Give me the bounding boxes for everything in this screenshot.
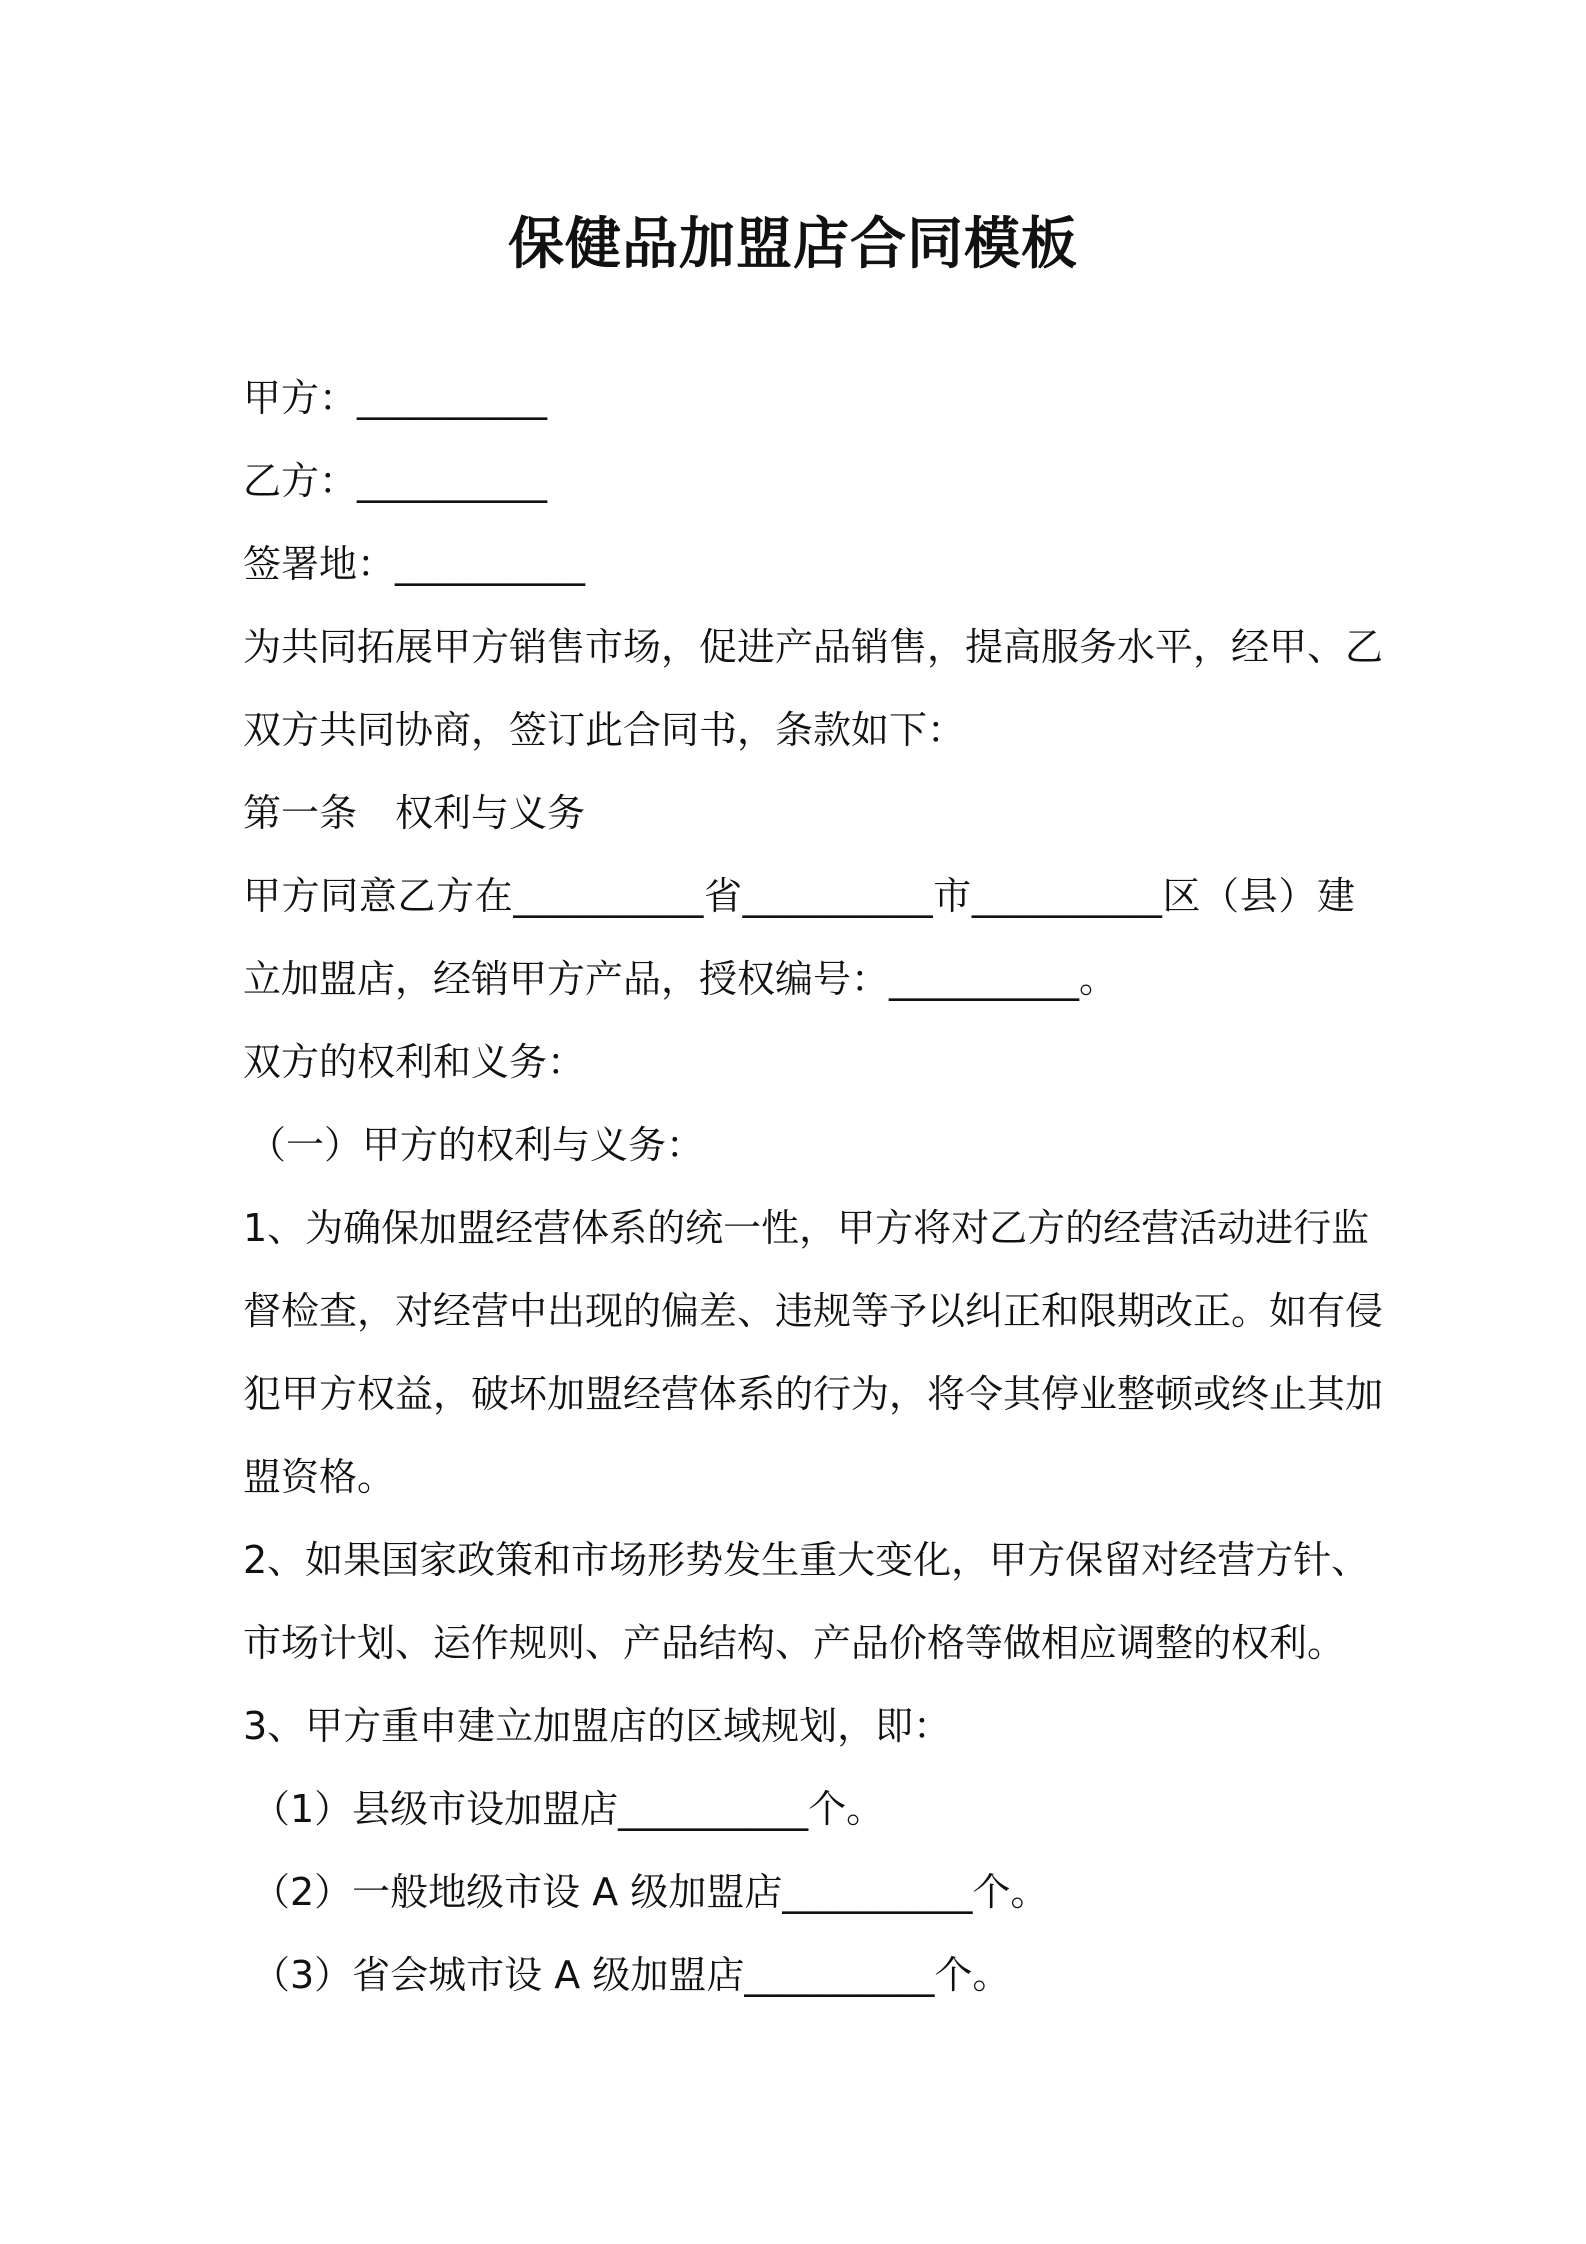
subsection-heading: （一）甲方的权利与义务： bbox=[248, 1123, 705, 1167]
paragraph-line: 立加盟店，经销甲方产品，授权编号：__________。 bbox=[243, 957, 1118, 1001]
list-item: （3）省会城市设 A 级加盟店__________个。 bbox=[252, 1953, 1011, 1997]
paragraph-line: 为共同拓展甲方销售市场，促进产品销售，提高服务水平，经甲、乙 bbox=[243, 625, 1384, 669]
paragraph-line: 2、如果国家政策和市场形势发生重大变化，甲方保留对经营方针、 bbox=[243, 1538, 1370, 1582]
paragraph-line: 市场计划、运作规则、产品结构、产品价格等做相应调整的权利。 bbox=[243, 1621, 1346, 1665]
list-item: （1）县级市设加盟店__________个。 bbox=[252, 1787, 885, 1831]
party-b-line: 乙方：__________ bbox=[243, 459, 548, 503]
paragraph-line: 盟资格。 bbox=[243, 1455, 396, 1499]
paragraph-line: 3、甲方重申建立加盟店的区域规划，即： bbox=[243, 1704, 952, 1748]
paragraph-line: 甲方同意乙方在__________省__________市__________区（县）建 bbox=[243, 874, 1355, 918]
paragraph-line: 1、为确保加盟经营体系的统一性，甲方将对乙方的经营活动进行监 bbox=[243, 1206, 1370, 1250]
paragraph-line: 督检查，对经营中出现的偏差、违规等予以纠正和限期改正。如有侵 bbox=[243, 1289, 1384, 1333]
paragraph-line: 双方共同协商，签订此合同书，条款如下： bbox=[243, 708, 966, 752]
list-item: （2）一般地级市设 A 级加盟店__________个。 bbox=[252, 1870, 1049, 1914]
party-a-line: 甲方：__________ bbox=[243, 376, 548, 420]
signing-place-line: 签署地：__________ bbox=[243, 542, 586, 586]
page-title: 保健品加盟店合同模板 bbox=[508, 212, 1078, 277]
section-heading: 双方的权利和义务： bbox=[243, 1040, 586, 1084]
article-heading: 第一条 权利与义务 bbox=[243, 791, 586, 835]
paragraph-line: 犯甲方权益，破坏加盟经营体系的行为，将令其停业整顿或终止其加 bbox=[243, 1372, 1384, 1416]
